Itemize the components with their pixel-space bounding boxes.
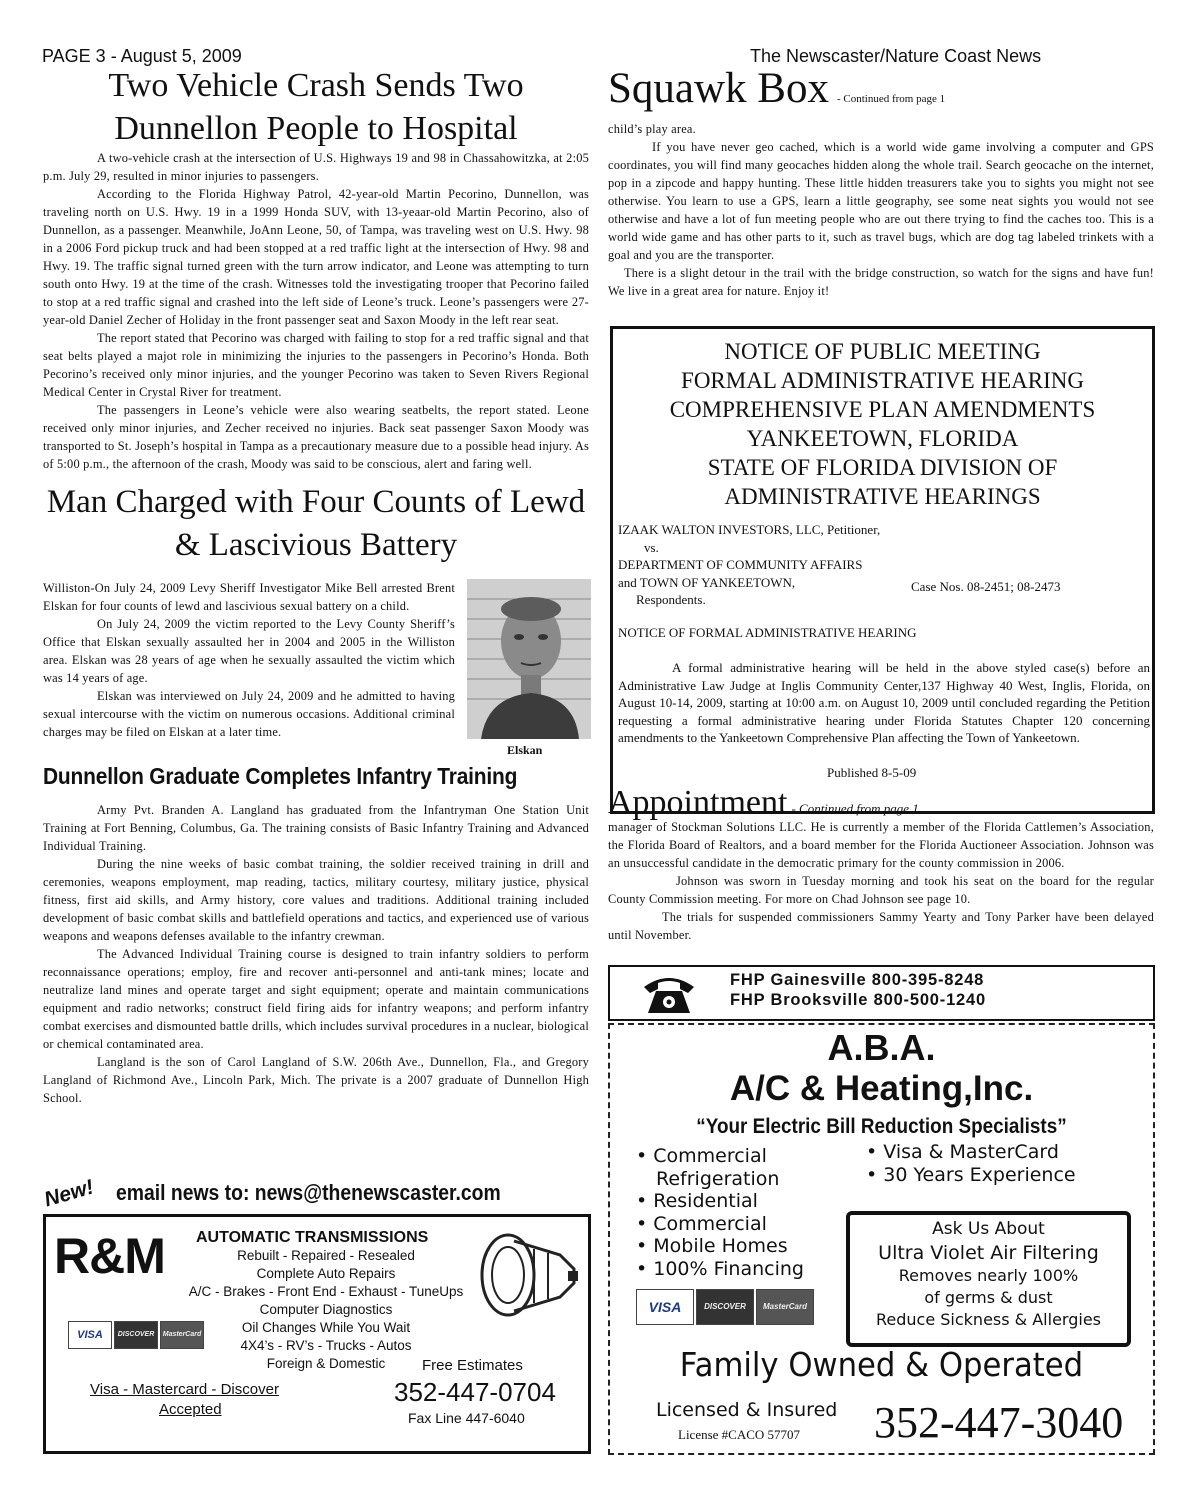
respondent-1: DEPARTMENT OF COMMUNITY AFFAIRS <box>618 557 863 572</box>
fhp-gainesville: FHP Gainesville 800-395-8248 <box>730 971 985 989</box>
rm-services <box>176 1247 476 1373</box>
notice-subhead: NOTICE OF FORMAL ADMINISTRATIVE HEARING <box>618 625 917 640</box>
telephone-icon <box>642 973 696 1015</box>
rm-service-line: Oil Changes While You Wait <box>241 1320 411 1335</box>
rm-service-line: Rebuilt - Repaired - Resealed <box>237 1248 415 1263</box>
rm-service-line: Computer Diagnostics <box>259 1302 393 1317</box>
case-parties <box>618 521 880 609</box>
charged-paragraph: On July 24, 2009 the victim reported to the Levy County Sheriff’s Office that Elskan sexually assaulted her in 2004 and 2005 in the Williston area. Elskan was 28 years of age when he sexually assaulted the victim which was 14 years of age. <box>43 617 455 685</box>
free-estimates: Free Estimates <box>422 1357 523 1374</box>
rm-card-logos <box>68 1321 206 1349</box>
aba-feature-item: • Visa & MasterCard <box>866 1141 1059 1163</box>
petitioner: IZAAK WALTON INVESTORS, LLC, Petitioner, <box>618 522 881 537</box>
rm-phone: 352-447-0704 <box>394 1377 556 1407</box>
aba-phone: 352-447-3040 <box>874 1398 1124 1447</box>
ask-line: Removes nearly 100% <box>898 1266 1079 1285</box>
photo-caption: Elskan <box>507 743 543 757</box>
aba-service-item: • Commercial <box>636 1212 767 1235</box>
squawk-paragraph: If you have never geo cached, which is a world wide game involving a computer and GPS coordinates, you will find many geocaches hidden along the whole trail. Search geocache on the internet, pop in a zipcode and happy hunting. These little hidden treasurers take you to sights you might not see otherwise. You learn to use a GPS, learn a little geography, see some neat sights you would not see otherwise and have a lot of fun meeting people who are out there trying to find the caches too. This is a world wide game and has other parts to it, such as travel bugs, which are dog tag labeled trinkets with a goal and you are the transporter. <box>608 140 1154 262</box>
payment-methods: Visa - Mastercard - Discover <box>90 1381 279 1398</box>
crash-headline: Two Vehicle Crash Sends Two Dunnellon People to Hospital <box>108 67 524 147</box>
mastercard-logo: MasterCard <box>756 1289 814 1325</box>
public-meeting-notice <box>610 326 1155 814</box>
notice-title-line: YANKEETOWN, FLORIDA <box>746 426 1019 451</box>
appointment-continued: - Continued from page 1 <box>791 801 919 816</box>
ask-us-about-box <box>846 1211 1131 1347</box>
graduate-article <box>43 801 589 1107</box>
license-number: License #CACO 57707 <box>678 1427 801 1442</box>
ask-line: of germs & dust <box>924 1288 1053 1307</box>
licensed-insured: Licensed & Insured <box>656 1399 838 1421</box>
email-link[interactable]: email news to: news@thenewscaster.com <box>116 1180 501 1205</box>
notice-title-line: COMPREHENSIVE PLAN AMENDMENTS <box>669 397 1096 422</box>
transmission-icon <box>474 1225 580 1325</box>
aba-feature-item: • 30 Years Experience <box>866 1163 1076 1186</box>
appointment-paragraph: Johnson was sworn in Tuesday morning and took his seat on the board for the regular County Commission meeting. For more on Chad Johnson see page 10. <box>608 874 1154 906</box>
notice-title-line: ADMINISTRATIVE HEARINGS <box>724 484 1041 509</box>
left-column <box>43 64 589 1107</box>
squawk-paragraph: There is a slight detour in the trail with the bridge construction, so watch for the signs and have fun! We live in a great area for nature. Enjoy it! <box>608 266 1154 298</box>
aba-service-item: • Mobile Homes <box>636 1235 788 1257</box>
family-owned: Family Owned & Operated <box>679 1345 1084 1384</box>
rm-title: AUTOMATIC TRANSMISSIONS <box>196 1229 429 1246</box>
visa-card-logo: VISA <box>636 1289 694 1325</box>
charged-paragraph: Elskan was interviewed on July 24, 2009 and he admitted to having sexual intercourse with the victim on numerous occasions. Additional criminal charges may be filed on Elskan at a later time. <box>43 689 455 739</box>
versus: vs. <box>644 539 659 555</box>
notice-body: A formal administrative hearing will be held in the above styled case(s) before an Administrative Law Judge at Inglis Community Center,137 Highway 40 West, Inglis, Florida, on August 10-14, 2009, starting at 10:00 a.m. on August 10, 2009 until concluded regarding the Petition requesting a formal administrative hearing under Florida Statutes Chapter 120 concerning amendments to the Yankeetown Comprehensive Plan affecting the Town of Yankeetown. <box>618 660 1150 745</box>
squawk-continued: - Continued from page 1 <box>836 93 946 105</box>
graduate-paragraph: During the nine weeks of basic combat training, the soldier received training in drill and ceremonies, weapons employment, map reading, tactics, military courtesy, military justice, physical fitness, first aid skills, and Army history, core values and traditions. Additional training included development of basic combat skills and battlefield operations and tactics, and experienced use of various weapons and weapons defenses available to the infantry crewman. <box>43 857 589 943</box>
ask-line: Ask Us About <box>932 1219 1045 1239</box>
crash-paragraph: According to the Florida Highway Patrol, 42-year-old Martin Pecorino, Dunnellon, was traveling north on U.S. Hwy. 19 in a 1999 Honda SUV, with 13-yeaar-old Martin Pecorino, also of Dunnellon, as a passenger. Meanwhile, JoAnn Leone, 50, of Tampa, was traveling west on U.S. Hwy. 98 in a 2006 Ford pickup truck and had been stopped at a red traffic light at the intersection of Hwy. 98 and Hwy. 19. The traffic signal turned green with the turn arrow indicator, and Leone was attempting to turn south onto Hwy. 19 at the time of the crash. Witnesses told the investigating trooper that Pecorino failed to stop at a red traffic signal and crashed into the left side of Leone’s truck. Leone’s passengers were 27-year-old Daniel Zecher of Holiday in the front passenger seat and Saxon Moody in the left rear seat. <box>43 187 589 327</box>
aba-card-logos <box>636 1289 816 1325</box>
squawk-title: Squawk Box <box>608 65 829 112</box>
graduate-headline: Dunnellon Graduate Completes Infantry Training <box>43 763 518 789</box>
charged-article <box>43 579 589 757</box>
crash-paragraph: The passengers in Leone’s vehicle were also wearing seatbelts, the report stated. Leone received only minor injuries, and Zecher received no injuries. Back seat passenger Saxon Moody was transported to St. Joseph’s hospital in Tampa as a precautionary measure due to a possible head injury. As of 5:00 p.m., the afternoon of the crash, Moody was said to be conscious, alert and faring well. <box>43 403 589 471</box>
crash-paragraph: The report stated that Pecorino was charged with failing to stop for a red traffic signal and that seat belts played a majot role in minimizing the injuries to the passengers in Pecorino’s Honda. Both Pecorino’s received only minor injuries, and the younger Pecorino was taken to Seven Rivers Regional Medical Center in Crystal River for treatment. <box>43 331 589 399</box>
appointment-paragraph: manager of Stockman Solutions LLC. He is currently a member of the Florida Cattlemen’s Association, the Florida Board of Realtors, and a board member for the Florida Auctioneer Association. Johnson was an unsuccessful candidate in the democratic primary for the county commission in 2006. <box>608 820 1154 870</box>
appointment-article <box>608 818 1154 944</box>
charged-headline: Man Charged with Four Counts of Lewd & Lascivious Battery <box>46 484 586 563</box>
notice-title <box>613 337 1152 511</box>
aba-services-list <box>636 1145 804 1280</box>
notice-title-line: FORMAL ADMINISTRATIVE HEARING <box>681 368 1084 393</box>
graduate-paragraph: The Advanced Individual Training course is designed to train infantry soldiers to perform reconnaissance operations; employ, fire and recover anti-personnel and anti-tank mines; locate and neutralize land mines and operate target and sight equipment; operate and maintain communications equipment and radio networks; construct field firing aids for infantry weapons; and perform infantry combat exercises and dismounted battle drills, which includes survival procedures in a nuclear, biological or chemical contaminated area. <box>43 947 589 1051</box>
aba-tagline: “Your Electric Bill Reduction Specialists” <box>696 1115 1067 1138</box>
crash-paragraph: A two-vehicle crash at the intersection of U.S. Highways 19 and 98 in Chassahowitzka, at 2:05 p.m. July 29, resulted in minor injuries to passengers. <box>43 151 589 183</box>
aba-service-item: Refrigeration <box>656 1167 780 1190</box>
new-label: New! <box>41 1175 97 1212</box>
appointment-headline <box>608 784 919 822</box>
aba-heating-ad <box>608 1023 1155 1455</box>
case-numbers: Case Nos. 08-2451; 08-2473 <box>911 579 1061 594</box>
rm-service-line: 4X4’s - RV’s - Trucks - Autos <box>240 1338 412 1353</box>
aba-service-item: • Commercial <box>636 1145 767 1167</box>
appointment-paragraph: The trials for suspended commissioners Sammy Yearty and Tony Parker have been delayed until November. <box>608 910 1154 942</box>
aba-name: A.B.A. <box>827 1027 936 1068</box>
discover-card-logo: DISCOVER <box>114 1321 158 1349</box>
fhp-brooksville: FHP Brooksville 800-500-1240 <box>730 991 986 1009</box>
rm-fax: Fax Line 447-6040 <box>408 1410 525 1426</box>
rm-service-line: A/C - Brakes - Front End - Exhaust - TuneUps <box>188 1284 464 1299</box>
aba-service-item: • 100% Financing <box>636 1257 804 1280</box>
mastercard-logo: MasterCard <box>160 1321 204 1349</box>
squawk-paragraph: child’s play area. <box>608 122 696 136</box>
rm-service-line: Foreign & Domestic <box>266 1356 386 1371</box>
respondents-label: Respondents. <box>636 592 706 607</box>
fhp-phone-box <box>608 965 1155 1021</box>
rm-logo: R&M <box>54 1228 165 1284</box>
charged-paragraph: Williston-On July 24, 2009 Levy Sheriff Investigator Mike Bell arrested Brent Elskan for four counts of lewd and lascivious sexual battery on a child. <box>43 581 455 613</box>
email-banner <box>41 1175 590 1212</box>
squawk-headline <box>608 64 945 113</box>
ask-line: Reduce Sickness & Allergies <box>876 1310 1101 1329</box>
appointment-title: Appointment <box>608 784 788 821</box>
published-date: Published 8-5-09 <box>827 765 917 780</box>
notice-title-line: NOTICE OF PUBLIC MEETING <box>724 339 1041 364</box>
rm-transmissions-ad <box>43 1214 591 1454</box>
respondent-2: and TOWN OF YANKEETOWN, <box>618 574 796 590</box>
aba-company: A/C & Heating,Inc. <box>729 1069 1034 1108</box>
publication-name: The Newscaster/Nature Coast News <box>750 46 1042 66</box>
payment-accepted: Accepted <box>159 1401 222 1418</box>
graduate-paragraph: Langland is the son of Carol Langland of S.W. 206th Ave., Dunnellon, Fla., and Gregory Langland of Richmond Ave., Lincoln Park, Mich. The private is a 2007 graduate of Dunnellon High School. <box>43 1055 589 1105</box>
squawk-article <box>608 120 1154 300</box>
visa-card-logo: VISA <box>68 1321 112 1349</box>
aba-service-item: • Residential <box>636 1190 758 1212</box>
discover-card-logo: DISCOVER <box>696 1289 754 1325</box>
ask-line: Ultra Violet Air Filtering <box>878 1242 1099 1264</box>
mugshot-image <box>467 579 591 739</box>
aba-features-list <box>866 1141 1076 1186</box>
mugshot-photo <box>467 579 591 739</box>
notice-title-line: STATE OF FLORIDA DIVISION OF <box>707 455 1058 480</box>
crash-article <box>43 149 589 473</box>
graduate-paragraph: Army Pvt. Branden A. Langland has graduated from the Infantryman One Station Unit Training at Fort Benning, Columbus, Ga. The training consists of Basic Infantry Training and Advanced Individual Training. <box>43 803 589 853</box>
rm-service-line: Complete Auto Repairs <box>256 1266 396 1281</box>
page-number-date: PAGE 3 - August 5, 2009 <box>42 46 242 66</box>
